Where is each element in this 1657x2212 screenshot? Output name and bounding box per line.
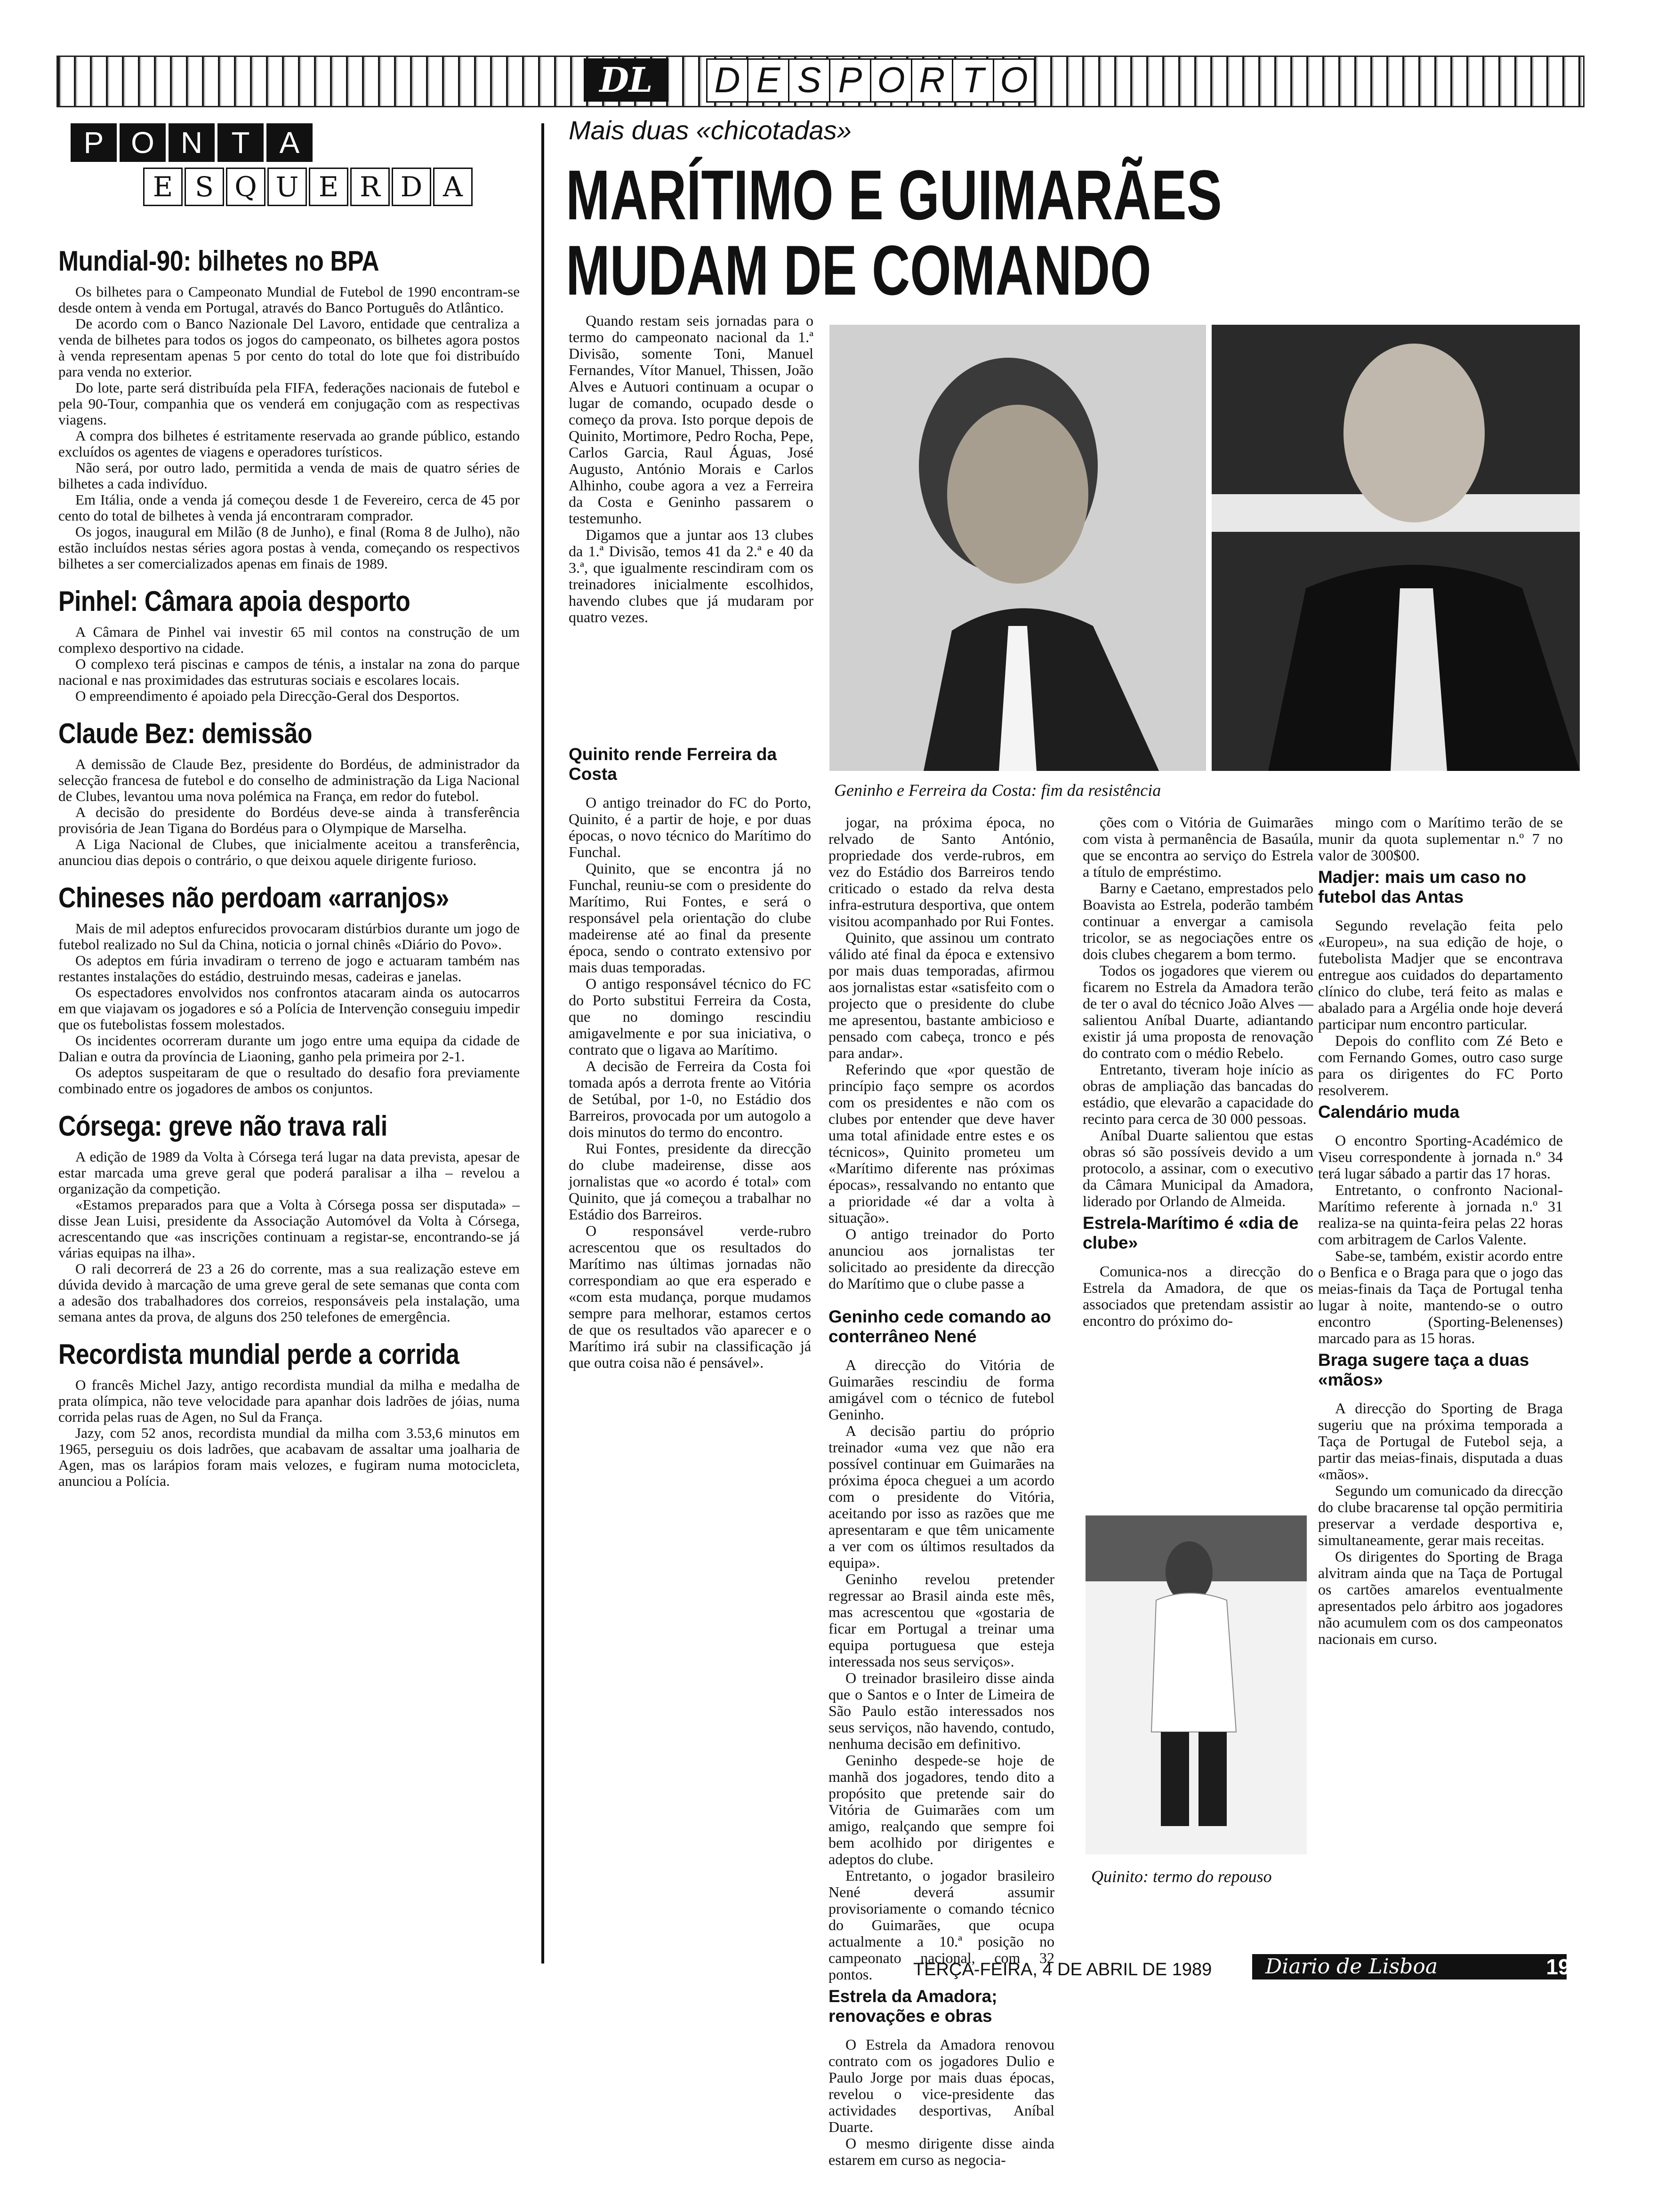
paragraph: O treinador brasileiro disse ainda que o Santos e o Inter de Limeira de São Paulo estão interessados nos seus serviços, não havendo, contudo, nenhuma decisão em definitivo. (828, 1669, 1054, 1752)
paragraph: Os adeptos suspeitaram de que o resultado do desafio fora previamente combinado entre os jogadores de ambos os conjuntos. (58, 1064, 520, 1097)
subheading: Calendário muda (1318, 1102, 1460, 1122)
ponta-esquerda-letter: P (71, 123, 117, 162)
ponta-esquerda-letter: D (392, 168, 431, 206)
paragraph: Os bilhetes para o Campeonato Mundial de Futebol de 1990 encontram-se desde ontem à venda em Portugal, através do Banco Português do Atlântico. (58, 283, 520, 316)
page-number: 19 (1546, 1955, 1570, 1979)
paragraph: O francês Michel Jazy, antigo recordista mundial da milha e medalha de prata olímpica, não teve velocidade para apanhar dois ladrões de jóias, numa corrida pelas ruas de Agen, no Sul da França. (58, 1377, 520, 1425)
ponta-esquerda-letter: E (309, 168, 348, 206)
headline-line-1: MARÍTIMO E GUIMARÃES (566, 155, 1222, 234)
ponta-row (71, 123, 475, 162)
ponta-esquerda-letter: Q (226, 168, 265, 206)
paragraph: Os jogos, inaugural em Milão (8 de Junho), e final (Roma 8 de Julho), não estão incluídos nestas séries agora postas à venda, começando os respectivos bilhetes a ser comercializados apenas em finais de 1989. (58, 523, 520, 572)
ponta-esquerda-letter: S (185, 168, 224, 206)
ponta-esquerda-letter: A (266, 123, 313, 162)
paragraph: Os incidentes ocorreram durante um jogo entre uma equipa da cidade de Dalian e outra da província de Liaoning, ganho pela primeira por 2-1. (58, 1032, 520, 1065)
paragraph: Entretanto, o confronto Nacional-Marítimo referente à jornada n.º 31 realiza-se na quinta-feira pelas 22 horas com arbitragem de Carlos Valente. (1318, 1181, 1563, 1248)
section-letter: O (870, 58, 912, 103)
news-brief (58, 882, 520, 1097)
paragraph: mingo com o Marítimo terão de se munir da quota suplementar n.º 7 no valor de 300$00. (1318, 814, 1563, 864)
paragraph: O antigo responsável técnico do FC do Porto substitui Ferreira da Costa, que no domingo rescindiu amigavelmente e por sua iniciativa, o contrato que o ligava ao Marítimo. (569, 975, 811, 1058)
paragraph: A decisão partiu do próprio treinador «uma vez que não era possível continuar em Guimarães na próxima época cheguei a um acordo com o presidente do Vitória, aceitando por isso as razões que me apresentaram e que têm unicamente a ver com os últimos resultados da equipa». (828, 1422, 1054, 1571)
news-brief (58, 245, 520, 572)
paragraph: A Câmara de Pinhel vai investir 65 mil contos na construção de um complexo desportivo na cidade. (58, 624, 520, 656)
subheading: Geninho cede comando ao conterrâneo Nené (828, 1307, 1051, 1346)
paragraph: Geninho revelou pretender regressar ao Brasil ainda este mês, mas acrescentou que «gostaria de ficar em Portugal a treinar uma equipa portuguesa que esteja interessada nos seus serviços». (828, 1571, 1054, 1670)
brief-headline: Córsega: greve não trava rali (58, 1110, 387, 1142)
subheading: Quinito rende Ferreira da Costa (569, 745, 777, 784)
ponta-esquerda-letter: E (143, 168, 183, 206)
section-letter: O (993, 58, 1035, 103)
photo-ferreira-da-costa (1212, 325, 1580, 771)
paragraph: A compra dos bilhetes é estritamente reservada ao grande público, estando excluídos os agentes de viagens e operadores turísticos. (58, 427, 520, 460)
publication-date: TERÇA-FEIRA, 4 DE ABRIL DE 1989 (913, 1960, 1212, 1980)
story-column-2 (828, 814, 1054, 1292)
section-letter: D (706, 58, 748, 103)
subheading: Madjer: mais um caso no futebol das Antas (1318, 867, 1527, 906)
brief-headline: Chineses não perdoam «arranjos» (58, 882, 449, 914)
paragraph: A Liga Nacional de Clubes, que inicialmente aceitou a transferência, anunciou dias depois o contrário, o que deixou aquele dirigente furioso. (58, 836, 520, 868)
paragraph: Em Itália, onde a venda já começou desde 1 de Fevereiro, cerca de 45 por cento do total de bilhetes à venda já encontraram comprador. (58, 491, 520, 524)
subheading: Estrela-Marítimo é «dia de clube» (1083, 1213, 1299, 1252)
photo-quinito (1086, 1515, 1307, 1854)
story-column-4 (1083, 814, 1313, 1329)
paragraph: Quando restam seis jornadas para o termo do campeonato nacional da 1.ª Divisão, somente Toni, Manuel Fernandes, Vítor Manuel, Thissen, João Alves e Autuori continuam a ocupar o lugar de comando, ocupado desde o começo da prova. Isto porque depois de Quinito, Mortimore, Pedro Rocha, Pepe, Carlos Garcia, Raul Águas, José Augusto, António Morais e Carlos Alhinho, coube agora a vez a Ferreira da Costa e Geninho passarem o testemunho. (569, 312, 813, 527)
story-headline (566, 155, 1222, 310)
paragraph: A direcção do Sporting de Braga sugeriu que na próxima temporada a Taça de Portugal de Futebol seja, a partir das meias-finais, disputada a duas «mãos». (1318, 1400, 1563, 1483)
paragraph: jogar, na próxima época, no relvado de Santo António, propriedade dos verde-rubros, em vez do Estádio dos Barreiros tendo criticado o estado da relva desta infra-estrutura desportiva, que ontem visitou acompanhado por Rui Fontes. (828, 814, 1054, 930)
brief-headline: Mundial-90: bilhetes no BPA (58, 245, 379, 277)
paragraph: A decisão de Ferreira da Costa foi tomada após a derrota frente ao Vitória de Setúbal, por 1-0, no Estádio dos Barreiros, provocada por um autogolo a dois minutos do termo do encontro. (569, 1058, 811, 1140)
paragraph: Entretanto, tiveram hoje início as obras de ampliação das bancadas do estádio, que elevarão a capacidade do recinto para cerca de 30 000 pessoas. (1083, 1061, 1313, 1127)
paragraph: O responsável verde-rubro acrescentou que os resultados do Marítimo nas últimas jornadas não correspondiam ao que era esperado e «com esta mudança, porque mudamos sempre para melhorar, estamos certos de que os resultados vão aparecer e o Marítimo irá subir na classificação já que outra coisa não é pensável». (569, 1222, 811, 1371)
paragraph: O mesmo dirigente disse ainda estarem em curso as negocia- (828, 2135, 1054, 2168)
subheading: Estrela da Amadora; renovações e obras (828, 1987, 997, 2026)
paragraph: O encontro Sporting-Académico de Viseu correspondente à jornada n.º 34 terá lugar sábado a partir das 17 horas. (1318, 1132, 1563, 1182)
paragraph: O empreendimento é apoiado pela Direcção-Geral dos Desportos. (75, 688, 460, 704)
paragraph: ções com o Vitória de Guimarães com vista à permanência de Basaúla, que se encontra ao serviço do Estrela a título de empréstimo. (1083, 814, 1313, 880)
paragraph: Geninho despede-se hoje de manhã dos jogadores, tendo dito a propósito que pretende sair do Vitória de Guimarães com um amigo, realçando que sempre foi bem acolhido por dirigentes e adeptos do clube. (828, 1752, 1054, 1867)
paragraph: Os espectadores envolvidos nos confrontos atacaram ainda os autocarros em que viajavam os jogadores e só a Polícia de Intervenção conseguiu impedir que os futebolistas fossem molestados. (58, 984, 520, 1033)
paragraph: O antigo treinador do FC do Porto, Quinito, é a partir de hoje, e por duas épocas, o novo técnico do Marítimo do Funchal. (569, 794, 811, 860)
brief-headline: Claude Bez: demissão (58, 718, 313, 749)
paragraph: Os adeptos em fúria invadiram o terreno de jogo e actuaram também nas restantes instalações do estádio, destruindo mesas, cadeiras e janelas. (58, 952, 520, 985)
section-letter: S (788, 58, 830, 103)
paragraph: De acordo com o Banco Nazionale Del Lavoro, entidade que centraliza a venda de bilhetes para todos os jogos do campeonato, os bilhetes agora postos à venda representam apenas 5 por cento do total do lote que foi distribuído para venda no exterior. (58, 315, 520, 380)
paragraph: Quinito, que se encontra já no Funchal, reuniu-se com o presidente do Marítimo, Rui Fontes, e será o responsável pela orientação do clube madeirense até ao final da presente época, sendo o contrato extensivo por mais duas temporadas. (569, 860, 811, 976)
section-letter: T (952, 58, 994, 103)
section-title (706, 58, 1034, 102)
column-divider (541, 123, 544, 1964)
paragraph: Entretanto, o jogador brasileiro Nené deverá assumir provisoriamente o comando técnico do Guimarães, que ocupa actualmente a 10.ª posição no campeonato nacional, com 32 pontos. (828, 1867, 1054, 1983)
news-brief (58, 717, 520, 868)
photo-geninho (829, 325, 1206, 771)
newspaper-logo: DL (584, 58, 668, 102)
paragraph: A edição de 1989 da Volta à Córsega terá lugar na data prevista, apesar de estar marcada uma greve geral que poderá paralisar a ilha – revelou a organização da competição. (58, 1148, 520, 1197)
paragraph: Jazy, com 52 anos, recordista mundial da milha com 3.53,6 minutos em 1965, perseguiu os dois ladrões, que acabavam de assaltar uma joalharia de Agen, mas os larápios foram mais velozes, e fugiram numa motocicleta, anunciou a Polícia. (58, 1425, 520, 1489)
paragraph: Segundo um comunicado da direcção do clube bracarense tal opção permitiria preservar a verdade desportiva e, simultaneamente, gerar mais receitas. (1318, 1482, 1563, 1548)
paragraph: Referindo que «por questão de princípio faço sempre os acordos com os presidentes e não com os clubes por entender que deve haver uma total afinidade entre estes e os técnicos», Quinito prometeu um «Marítimo diferente nas próximas épocas», ressalvando no entanto que a prioridade «é dar a volta à situação». (828, 1061, 1054, 1226)
story-column-3 (828, 1303, 1054, 2168)
ponta-esquerda-letter: A (433, 168, 473, 206)
paragraph: O antigo treinador do Porto anunciou aos jornalistas ter solicitado ao presidente da direcção do Marítimo que o clube passe a (828, 1226, 1054, 1292)
section-letter: R (911, 58, 953, 103)
ponta-esquerda-letter: T (217, 123, 264, 162)
paragraph: Mais de mil adeptos enfurecidos provocaram distúrbios durante um jogo de futebol realizado no Sul da China, noticia o jornal chinês «Diário do Povo». (58, 920, 520, 953)
ponta-esquerda-letter: U (267, 168, 307, 206)
paragraph: Digamos que a juntar aos 13 clubes da 1.ª Divisão, temos 41 da 2.ª e 40 da 3.ª, que igualmente rescindiram com os treinadores inicialmente escolhidos, havendo clubes que já mudaram por quatro vezes. (569, 526, 813, 625)
paragraph: Todos os jogadores que vierem ou ficarem no Estrela da Amadora terão de ter o aval do técnico João Alves — salientou Aníbal Duarte, adiantando existir já uma proposta de renovação do contrato com o médio Rebelo. (1083, 962, 1313, 1061)
paragraph: Não será, por outro lado, permitida a venda de mais de quatro séries de bilhetes a cada indivíduo. (58, 459, 520, 492)
news-brief (58, 585, 520, 704)
brief-headline: Recordista mundial perde a corrida (58, 1338, 459, 1370)
paragraph: Sabe-se, também, existir acordo entre o Benfica e o Braga para que o jogo das meias-finais da Taça de Portugal tenha lugar à noite, mantendo-se o outro encontro (Sporting-Belenenses) marcado para as 15 horas. (1318, 1247, 1563, 1346)
esquerda-row (143, 168, 475, 206)
paragraph: «Estamos preparados para que a Volta à Córsega possa ser disputada» – disse Jean Luisi, presidente da Associação Automóvel da Volta à Córsega, acrescentando que «as inscrições continuam a registar-se, encontrando-se já várias equipas na ilha». (58, 1196, 520, 1261)
story-intro (569, 313, 813, 625)
paragraph: Comunica-nos a direcção do Estrela da Amadora, de que os associados que pretendam assistir ao encontro do próximo do- (1083, 1263, 1313, 1329)
paragraph: A decisão do presidente do Bordéus deve-se ainda à transferência provisória de Jean Tigana do Bordéus para o Olympique de Marselha. (58, 804, 520, 836)
footer-brand: Diario de Lisboa (1252, 1954, 1567, 1980)
paragraph: Do lote, parte será distribuída pela FIFA, federações nacionais de futebol e pela 90-Tour, companhia que os venderá em conjugação com as respectivas viagens. (58, 379, 520, 428)
photo-caption: Geninho e Ferreira da Costa: fim da resistência (834, 781, 1161, 800)
left-column (58, 245, 520, 1502)
paragraph: O Estrela da Amadora renovou contrato com os jogadores Dulio e Paulo Jorge por mais duas épocas, revelou o vice-presidente das actividades desportivas, Aníbal Duarte. (828, 2036, 1054, 2135)
paragraph: Segundo revelação feita pelo «Europeu», na sua edição de hoje, o futebolista Madjer que se encontrava entregue aos cuidados do departamento clínico do clube, terá feito as malas e abalado para a Argélia onde hoje deverá participar num encontro particular. (1318, 917, 1563, 1033)
story-kicker: Mais duas «chicotadas» (569, 115, 852, 145)
paragraph: A demissão de Claude Bez, presidente do Bordéus, de administrador da selecção francesa de futebol e do conselho de administração da Liga Nacional de Clubes, levantou uma nova polémica na França, em redor do futebol. (58, 756, 520, 804)
headline-line-2: MUDAM DE COMANDO (566, 231, 1151, 310)
paragraph: Depois do conflito com Zé Beto e com Fernando Gomes, outro caso surge para os dirigentes do FC Porto resolverem. (1318, 1032, 1563, 1098)
paragraph: Quinito, que assinou um contrato válido até final da época e extensivo por mais duas temporadas, afirmou aos jornalistas estar «satisfeito com o projecto que o presidente do clube me apresentou, bastante ambicioso e pensado com cabeça, tronco e pés para andar». (828, 929, 1054, 1061)
ponta-esquerda-letter: R (350, 168, 390, 206)
section-letter: E (747, 58, 789, 103)
ponta-esquerda-letter: N (169, 123, 215, 162)
story-column-1 (569, 741, 811, 1371)
paragraph: O rali decorrerá de 23 a 26 do corrente, mas a sua realização esteve em dúvida devido à marcação de uma greve geral de sete semanas que conta com a adesão dos trabalhadores dos correios, responsáveis pela instalação, uma semana antes da prova, de alguns dos 250 telefones de emergência. (58, 1260, 520, 1325)
news-brief (58, 1338, 520, 1489)
story-column-5 (1318, 814, 1563, 1647)
paragraph: A direcção do Vitória de Guimarães rescindiu de forma amigável com o técnico de futebol Geninho. (828, 1356, 1054, 1423)
subheading: Braga sugere taça a duas «mãos» (1318, 1350, 1529, 1389)
column-logo-ponta-esquerda (71, 123, 475, 206)
paragraph: O complexo terá piscinas e campos de ténis, a instalar na zona do parque nacional e nas proximidades das estruturas sociais e escolares locais. (58, 656, 520, 688)
news-brief (58, 1110, 520, 1325)
paragraph: Aníbal Duarte salientou que estas obras só são possíveis devido a um protocolo, a assinar, com o executivo da Câmara Municipal da Amadora, liderado por Orlando de Almeida. (1083, 1127, 1313, 1210)
paragraph: Os dirigentes do Sporting de Braga alvitram ainda que na Taça de Portugal os cartões amarelos eventualmente apresentados pelo árbitro aos jogadores não acumulem com os dos campeonatos nacionais em curso. (1318, 1548, 1563, 1647)
paragraph: Barny e Caetano, emprestados pelo Boavista ao Estrela, poderão também continuar a envergar a camisola tricolor, se as negociações entre os dois clubes chegarem a bom termo. (1083, 880, 1313, 962)
ponta-esquerda-letter: O (120, 123, 166, 162)
brief-headline: Pinhel: Câmara apoia desporto (58, 585, 410, 617)
paragraph: Rui Fontes, presidente da direcção do clube madeirense, disse aos jornalistas que «o acordo é total» com Quinito, que já começou a trabalhar no Estádio dos Barreiros. (569, 1140, 811, 1223)
photo-caption-quinito: Quinito: termo do repouso (1091, 1867, 1272, 1886)
section-letter: P (829, 58, 871, 103)
